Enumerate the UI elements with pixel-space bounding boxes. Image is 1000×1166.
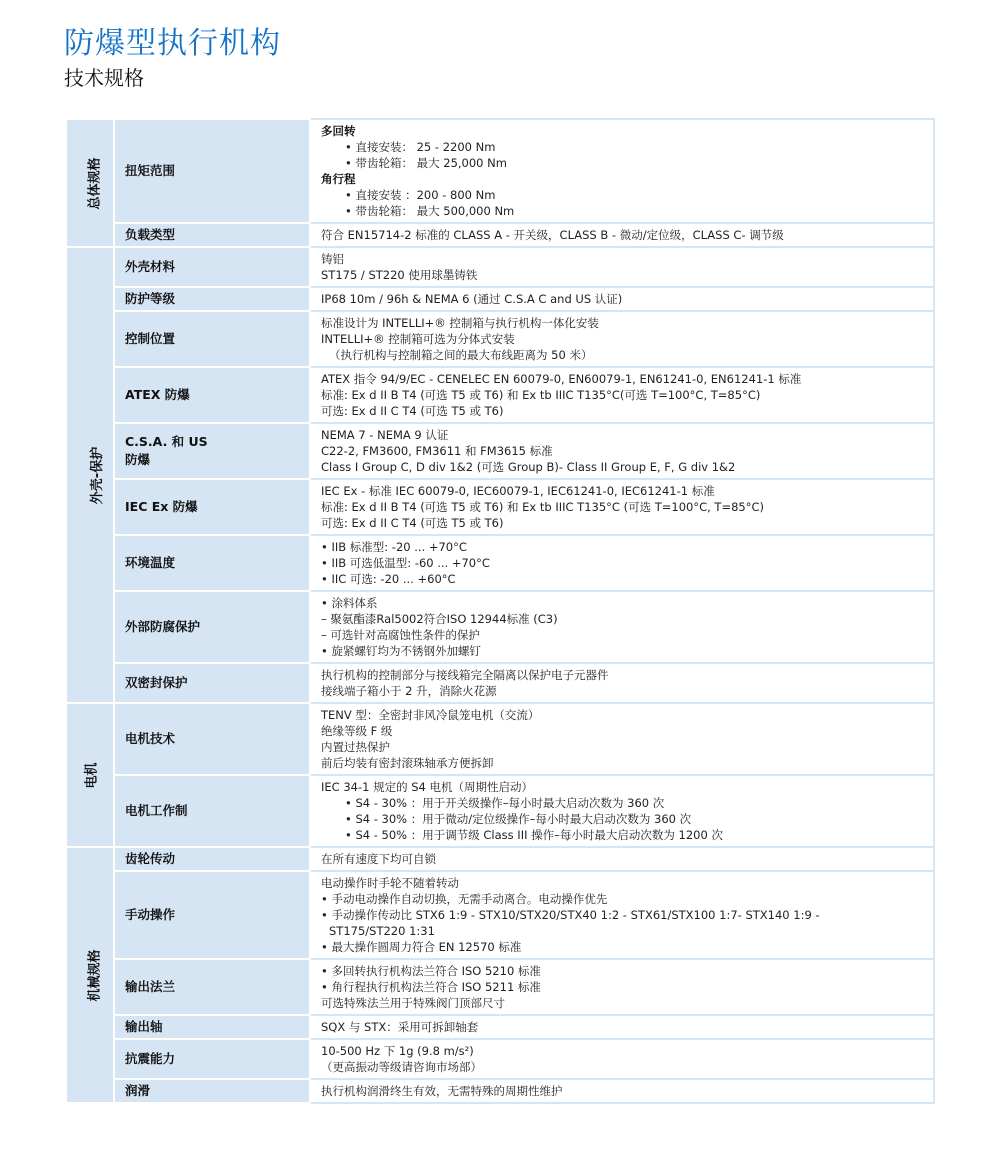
spec-value-line: （执行机构与控制箱之间的最大布线距离为 50 米） xyxy=(329,348,593,362)
group-cell xyxy=(66,847,114,1103)
spec-row xyxy=(66,479,934,535)
spec-value-line: 符合 EN15714-2 标准的 CLASS A - 开关级，CLASS B - 微动/定位级，CLASS C- 调节级 xyxy=(321,228,784,242)
spec-value-line: C22-2, FM3600, FM3611 和 FM3615 标准 xyxy=(321,444,553,458)
spec-label: 电机技术 xyxy=(114,703,310,775)
spec-label: ATEX 防爆 xyxy=(114,367,310,423)
spec-value xyxy=(310,535,934,591)
spec-value xyxy=(310,287,934,311)
spec-table xyxy=(65,118,935,1104)
spec-value-line: ATEX 指令 94/9/EC - CENELEC EN 60079-0, EN60079-1, EN61241-0, EN61241-1 标准 xyxy=(321,372,802,386)
spec-value-line: • 涂料体系 xyxy=(321,596,378,610)
spec-value-line: TENV 型：全密封非风冷鼠笼电机（交流） xyxy=(321,708,540,722)
spec-label: 外壳材料 xyxy=(114,247,310,287)
spec-value-line: • 带齿轮箱： 最大 25,000 Nm xyxy=(345,156,507,170)
spec-value-line: 可选特殊法兰用于特殊阀门顶部尺寸 xyxy=(321,996,505,1010)
spec-row xyxy=(66,223,934,247)
spec-value-line: INTELLI+® 控制箱可选为分体式安装 xyxy=(321,332,515,346)
spec-value-line: SQX 与 STX：采用可拆卸轴套 xyxy=(321,1020,479,1034)
spec-value-line: （更高振动等级请咨询市场部） xyxy=(321,1060,482,1074)
group-label: 机械规格 xyxy=(87,948,103,1002)
spec-value-line: 电动操作时手轮不随着转动 xyxy=(321,876,459,890)
group-label: 电机 xyxy=(84,761,100,789)
group-cell xyxy=(66,119,114,247)
spec-value-line: IP68 10m / 96h & NEMA 6 (通过 C.S.A C and US 认证) xyxy=(321,292,623,306)
spec-value xyxy=(310,119,934,223)
spec-value-line: 可选: Ex d II C T4 (可选 T5 或 T6) xyxy=(321,516,504,530)
spec-row xyxy=(66,847,934,871)
spec-value-line: 内置过热保护 xyxy=(321,740,390,754)
spec-label: 控制位置 xyxy=(114,311,310,367)
spec-label: 手动操作 xyxy=(114,871,310,959)
spec-value-line: • S4 - 30% ：用于开关级操作–每小时最大启动次数为 360 次 xyxy=(345,796,665,810)
group-cell xyxy=(66,247,114,703)
spec-row xyxy=(66,247,934,287)
spec-value-line: • IIC 可选: -20 ... +60°C xyxy=(321,572,456,586)
spec-value-line: 绝缘等级 F 级 xyxy=(321,724,393,738)
spec-label: 齿轮传动 xyxy=(114,847,310,871)
spec-value xyxy=(310,775,934,847)
spec-value-line: 接线端子箱小于 2 升，消除火花源 xyxy=(321,684,497,698)
spec-label: 外部防腐保护 xyxy=(114,591,310,663)
spec-value-line: • 旋紧螺钉均为不锈钢外加螺钉 xyxy=(321,644,481,658)
spec-label: C.S.A. 和 US 防爆 xyxy=(114,423,310,479)
spec-row xyxy=(66,119,934,223)
spec-value-line: ST175 / ST220 使用球墨铸铁 xyxy=(321,268,478,282)
spec-row xyxy=(66,423,934,479)
spec-label: 输出轴 xyxy=(114,1015,310,1039)
spec-row xyxy=(66,311,934,367)
spec-value-line: • IIB 标准型: -20 ... +70°C xyxy=(321,540,467,554)
spec-value-line: 前后均装有密封滚珠轴承方便拆卸 xyxy=(321,756,494,770)
spec-label: 双密封保护 xyxy=(114,663,310,703)
spec-value-line: • 手动电动操作自动切换，无需手动离合。电动操作优先 xyxy=(321,892,608,906)
spec-label: 扭矩范围 xyxy=(114,119,310,223)
spec-value-line: • 直接安装 ：200 - 800 Nm xyxy=(345,188,496,202)
spec-value-line: • 最大操作圆周力符合 EN 12570 标准 xyxy=(321,940,522,954)
spec-value-line: IEC 34-1 规定的 S4 电机（周期性启动） xyxy=(321,780,534,794)
spec-label: 抗震能力 xyxy=(114,1039,310,1079)
spec-row xyxy=(66,1039,934,1079)
group-label: 总体规格 xyxy=(87,156,103,210)
spec-label: 负载类型 xyxy=(114,223,310,247)
spec-value-line: Class I Group C, D div 1&2 (可选 Group B)- Class II Group E, F, G div 1&2 xyxy=(321,460,736,474)
spec-label: 环境温度 xyxy=(114,535,310,591)
spec-value xyxy=(310,247,934,287)
spec-value-line: 标准: Ex d II B T4 (可选 T5 或 T6) 和 Ex tb IIIC T135°C (可选 T=100°C, T=85°C) xyxy=(321,500,764,514)
spec-table-body xyxy=(66,119,934,1103)
spec-row xyxy=(66,871,934,959)
spec-value-line: • 手动操作传动比 STX6 1:9 - STX10/STX20/STX40 1:2 - STX61/STX100 1:7- STX140 1:9 - xyxy=(321,908,820,922)
spec-value-line: • S4 - 30% ：用于微动/定位级操作–每小时最大启动次数为 360 次 xyxy=(345,812,692,826)
spec-value xyxy=(310,1039,934,1079)
spec-value-line: 铸铝 xyxy=(321,252,344,266)
spec-value-line: 在所有速度下均可自锁 xyxy=(321,852,436,866)
spec-value xyxy=(310,959,934,1015)
spec-value-line: ST175/ST220 1:31 xyxy=(329,924,435,938)
spec-row xyxy=(66,959,934,1015)
spec-value xyxy=(310,871,934,959)
spec-row xyxy=(66,287,934,311)
spec-value xyxy=(310,591,934,663)
spec-value xyxy=(310,479,934,535)
spec-row xyxy=(66,663,934,703)
spec-value-line: 可选: Ex d II C T4 (可选 T5 或 T6) xyxy=(321,404,504,418)
spec-row xyxy=(66,1079,934,1103)
spec-value xyxy=(310,1079,934,1103)
spec-label: IEC Ex 防爆 xyxy=(114,479,310,535)
spec-row xyxy=(66,1015,934,1039)
spec-label: 电机工作制 xyxy=(114,775,310,847)
spec-value-line: • 直接安装： 25 - 2200 Nm xyxy=(345,140,496,154)
spec-label: 输出法兰 xyxy=(114,959,310,1015)
page-title: 防爆型执行机构 xyxy=(64,26,281,61)
spec-value-line: 标准设计为 INTELLI+® 控制箱与执行机构一体化安装 xyxy=(321,316,599,330)
spec-value-line: – 可选针对高腐蚀性条件的保护 xyxy=(321,628,480,642)
spec-value-line: 执行机构的控制部分与接线箱完全隔离以保护电子元器件 xyxy=(321,668,609,682)
spec-value-line: 多回转 xyxy=(321,124,356,138)
group-label: 外壳-保护 xyxy=(90,446,106,504)
spec-value-line: – 聚氨酯漆Ral5002符合ISO 12944标准 (C3) xyxy=(321,612,558,626)
spec-value xyxy=(310,663,934,703)
spec-value xyxy=(310,1015,934,1039)
spec-value-line: 标准: Ex d II B T4 (可选 T5 或 T6) 和 Ex tb IIIC T135°C(可选 T=100°C, T=85°C) xyxy=(321,388,761,402)
spec-value-line: • 多回转执行机构法兰符合 ISO 5210 标准 xyxy=(321,964,541,978)
spec-value-line: 执行机构润滑终生有效，无需特殊的周期性维护 xyxy=(321,1084,563,1098)
spec-row xyxy=(66,703,934,775)
spec-label: 润滑 xyxy=(114,1079,310,1103)
spec-row xyxy=(66,535,934,591)
spec-value xyxy=(310,703,934,775)
page-subtitle: 技术规格 xyxy=(64,66,144,90)
spec-value-line: NEMA 7 - NEMA 9 认证 xyxy=(321,428,449,442)
spec-value-line: • IIB 可选低温型: -60 ... +70°C xyxy=(321,556,490,570)
spec-value-line: 10-500 Hz 下 1g (9.8 m/s²) xyxy=(321,1044,474,1058)
spec-label: 防护等级 xyxy=(114,287,310,311)
spec-value-line: • 角行程执行机构法兰符合 ISO 5211 标准 xyxy=(321,980,541,994)
spec-value-line: 角行程 xyxy=(321,172,356,186)
spec-value xyxy=(310,367,934,423)
group-cell xyxy=(66,703,114,847)
spec-row xyxy=(66,591,934,663)
spec-value-line: • S4 - 50% ：用于调节级 Class III 操作–每小时最大启动次数为 1200 次 xyxy=(345,828,723,842)
spec-value xyxy=(310,311,934,367)
spec-row xyxy=(66,775,934,847)
spec-value-line: IEC Ex - 标准 IEC 60079-0, IEC60079-1, IEC61241-0, IEC61241-1 标准 xyxy=(321,484,715,498)
spec-value xyxy=(310,423,934,479)
spec-value-line: • 带齿轮箱： 最大 500,000 Nm xyxy=(345,204,515,218)
spec-value xyxy=(310,223,934,247)
spec-row xyxy=(66,367,934,423)
spec-value xyxy=(310,847,934,871)
